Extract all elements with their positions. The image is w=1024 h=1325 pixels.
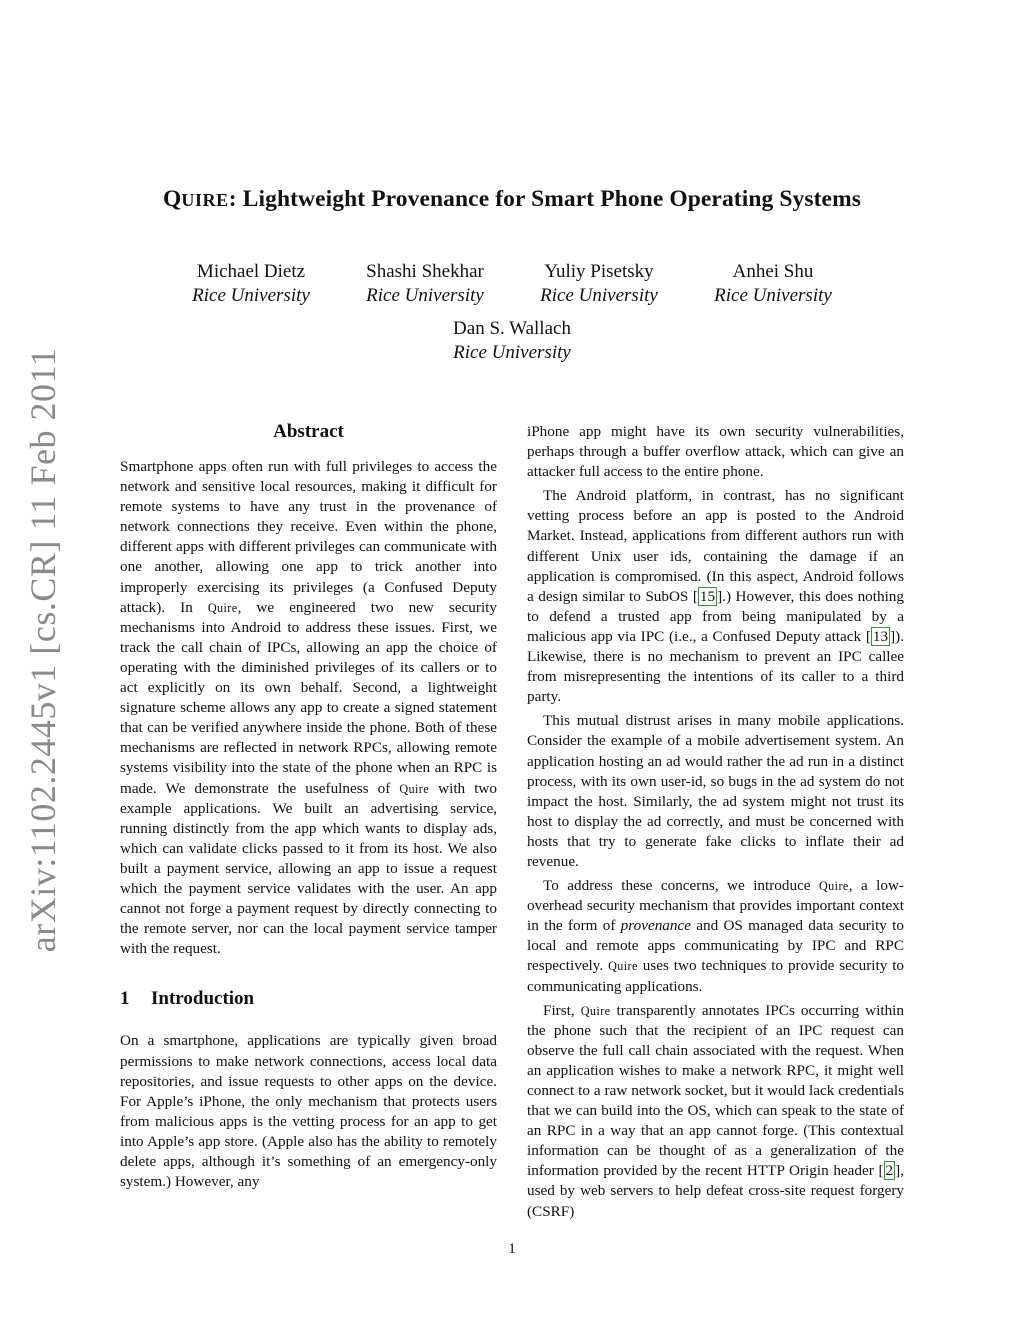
author-block	[325, 260, 525, 308]
body-text: ]). Likewise, there is no mechanism to prevent an IPC callee from misrepresenting the intentions of its caller to a third party.	[527, 627, 904, 706]
citation-link[interactable]: 13	[872, 627, 889, 645]
body-paragraph	[527, 1001, 904, 1222]
title-subtitle: : Lightweight Provenance for Smart Phone Operating Systems	[228, 186, 861, 212]
section-number: 1	[120, 988, 130, 1010]
author-name: Shashi Shekhar	[366, 261, 484, 282]
left-column	[120, 422, 497, 1192]
body-text: and OS managed data security to local and remote apps communicating by IPC and RPC respectively.	[527, 917, 904, 975]
author-name: Yuliy Pisetsky	[544, 261, 654, 282]
system-name: Quire	[399, 781, 430, 796]
abstract-text: Smartphone apps often run with full privileges to access the network and sensitive local resources, making it difficult for remote systems to have any trust in the provenance of network connections they receive. Even within the phone, different apps with different privileges can communicate with one another, allowing one app to trick another into improperly exercising its privileges (a Confused Deputy attack). In	[120, 458, 497, 616]
system-name: Quire	[207, 600, 238, 615]
body-text: ], used by web servers to help defeat cross-site request forgery (CSRF)	[527, 1162, 904, 1220]
paper-title	[0, 186, 1024, 213]
body-text: The Android platform, in contrast, has no significant vetting process before an app is posted to the Android Market. Instead, applications from different authors run with different Unix user ids, containing the damage if an application is compromised. (In this aspect, Android follows a design similar to SubOS [	[527, 487, 904, 605]
body-paragraph	[527, 486, 904, 707]
title-system-name-first: Q	[162, 186, 182, 212]
author-block	[673, 260, 873, 308]
body-paragraph: iPhone app might have its own security vulnerabilities, perhaps through a buffer overflow attack, which can give an attacker full access to the entire phone.	[527, 423, 904, 481]
page-number: 1	[508, 1241, 516, 1257]
abstract-body	[120, 457, 497, 959]
abstract-text: , we engineered two new security mechanisms into Android to address these issues. First, we track the call chain of IPCs, allowing an app the choice of operating with the diminished privileges of its callers or to act explicitly on its own behalf. Second, a lightweight signature scheme allows any app to create a signed statement that can be verified anywhere inside the phone. Both of these mechanisms are reflected in network RPCs, allowing remote systems visibility into the state of the phone when an RPC is made. We demonstrate the usefulness of	[120, 598, 497, 797]
arxiv-stamp-text: arXiv:1102.2445v1 [cs.CR] 11 Feb 2011	[23, 347, 64, 953]
body-text: uses two techniques to provide security to communicating applications.	[527, 957, 905, 995]
author-affiliation: Rice University	[192, 285, 310, 306]
author-name: Dan S. Wallach	[453, 318, 571, 339]
body-text: transparently annotates IPCs occurring within the phone such that the recipient of an IPC request can observe the full call chain associated with the request. When an application wishes to make a network RPC, it might well connect to a raw network socket, but it would lack credentials that we can build into the OS, which can speak to the state of an RPC in a way that an app cannot forge. (This contextual information can be thought of as a generalization of the information provided by the recent HTTP Origin header [	[527, 1001, 904, 1180]
author-affiliation: Rice University	[366, 285, 484, 306]
body-text: First,	[543, 1001, 581, 1019]
body-text: To address these concerns, we introduce	[543, 877, 819, 895]
body-text: ].) However, this does nothing to defend a trusted app from being manipulated by a malicious app via IPC (i.e., a Confused Deputy attack [	[527, 587, 904, 645]
emphasis-text: provenance	[620, 917, 691, 935]
author-block	[151, 260, 351, 308]
author-affiliation: Rice University	[714, 285, 832, 306]
section-heading	[120, 989, 497, 1009]
abstract-text: with two example applications. We built an advertising service, running distinctly from the app which wants to display ads, which can validate clicks passed to it from its host. We also built a payment service, allowing an app to issue a request which the payment service validates with the user. An app cannot not forge a payment request by directly connecting to the remote server, nor can the local payment service tamper with the request.	[120, 779, 497, 958]
author-affiliation: Rice University	[453, 342, 571, 363]
system-name: Quire	[580, 1003, 611, 1018]
author-block	[499, 260, 699, 308]
citation-link[interactable]: 15	[699, 587, 716, 605]
author-name: Anhei Shu	[732, 261, 814, 282]
author-name: Michael Dietz	[196, 261, 306, 282]
body-text: , a low-overhead security mechanism that provides important context in the form of	[527, 877, 904, 935]
abstract-heading: Abstract	[273, 421, 344, 442]
author-affiliation: Rice University	[540, 285, 658, 306]
body-paragraph: This mutual distrust arises in many mobile applications. Consider the example of a mobile advertisement system. An application hosting an ad would rather the ad run in a distinct process, with its own user-id, so bugs in the ad system do not impact the host. Similarly, the ad system might not trust its host to display the ad correctly, and must be concerned with hosts that try to generate fake clicks to inflate their ad revenue.	[527, 712, 904, 870]
body-paragraph	[527, 876, 904, 997]
system-name: Quire	[818, 879, 849, 894]
arxiv-stamp	[8, 347, 78, 953]
section-title: Introduction	[151, 988, 255, 1010]
title-system-name-rest: UIRE	[181, 190, 229, 210]
intro-paragraph: On a smartphone, applications are typically given broad permissions to make network connections, access local data repositories, and issue requests to other apps on the device. For Apple’s iPhone, the only mechanism that protects users from malicious apps is the vetting process for an app to get into Apple’s app store. (Apple also has the ability to remotely delete apps, although it’s something of an emergency-only system.) However, any	[120, 1032, 497, 1191]
system-name: Quire	[608, 959, 638, 974]
citation-link[interactable]: 2	[885, 1162, 894, 1180]
right-column	[527, 422, 904, 1222]
author-block	[412, 317, 612, 365]
